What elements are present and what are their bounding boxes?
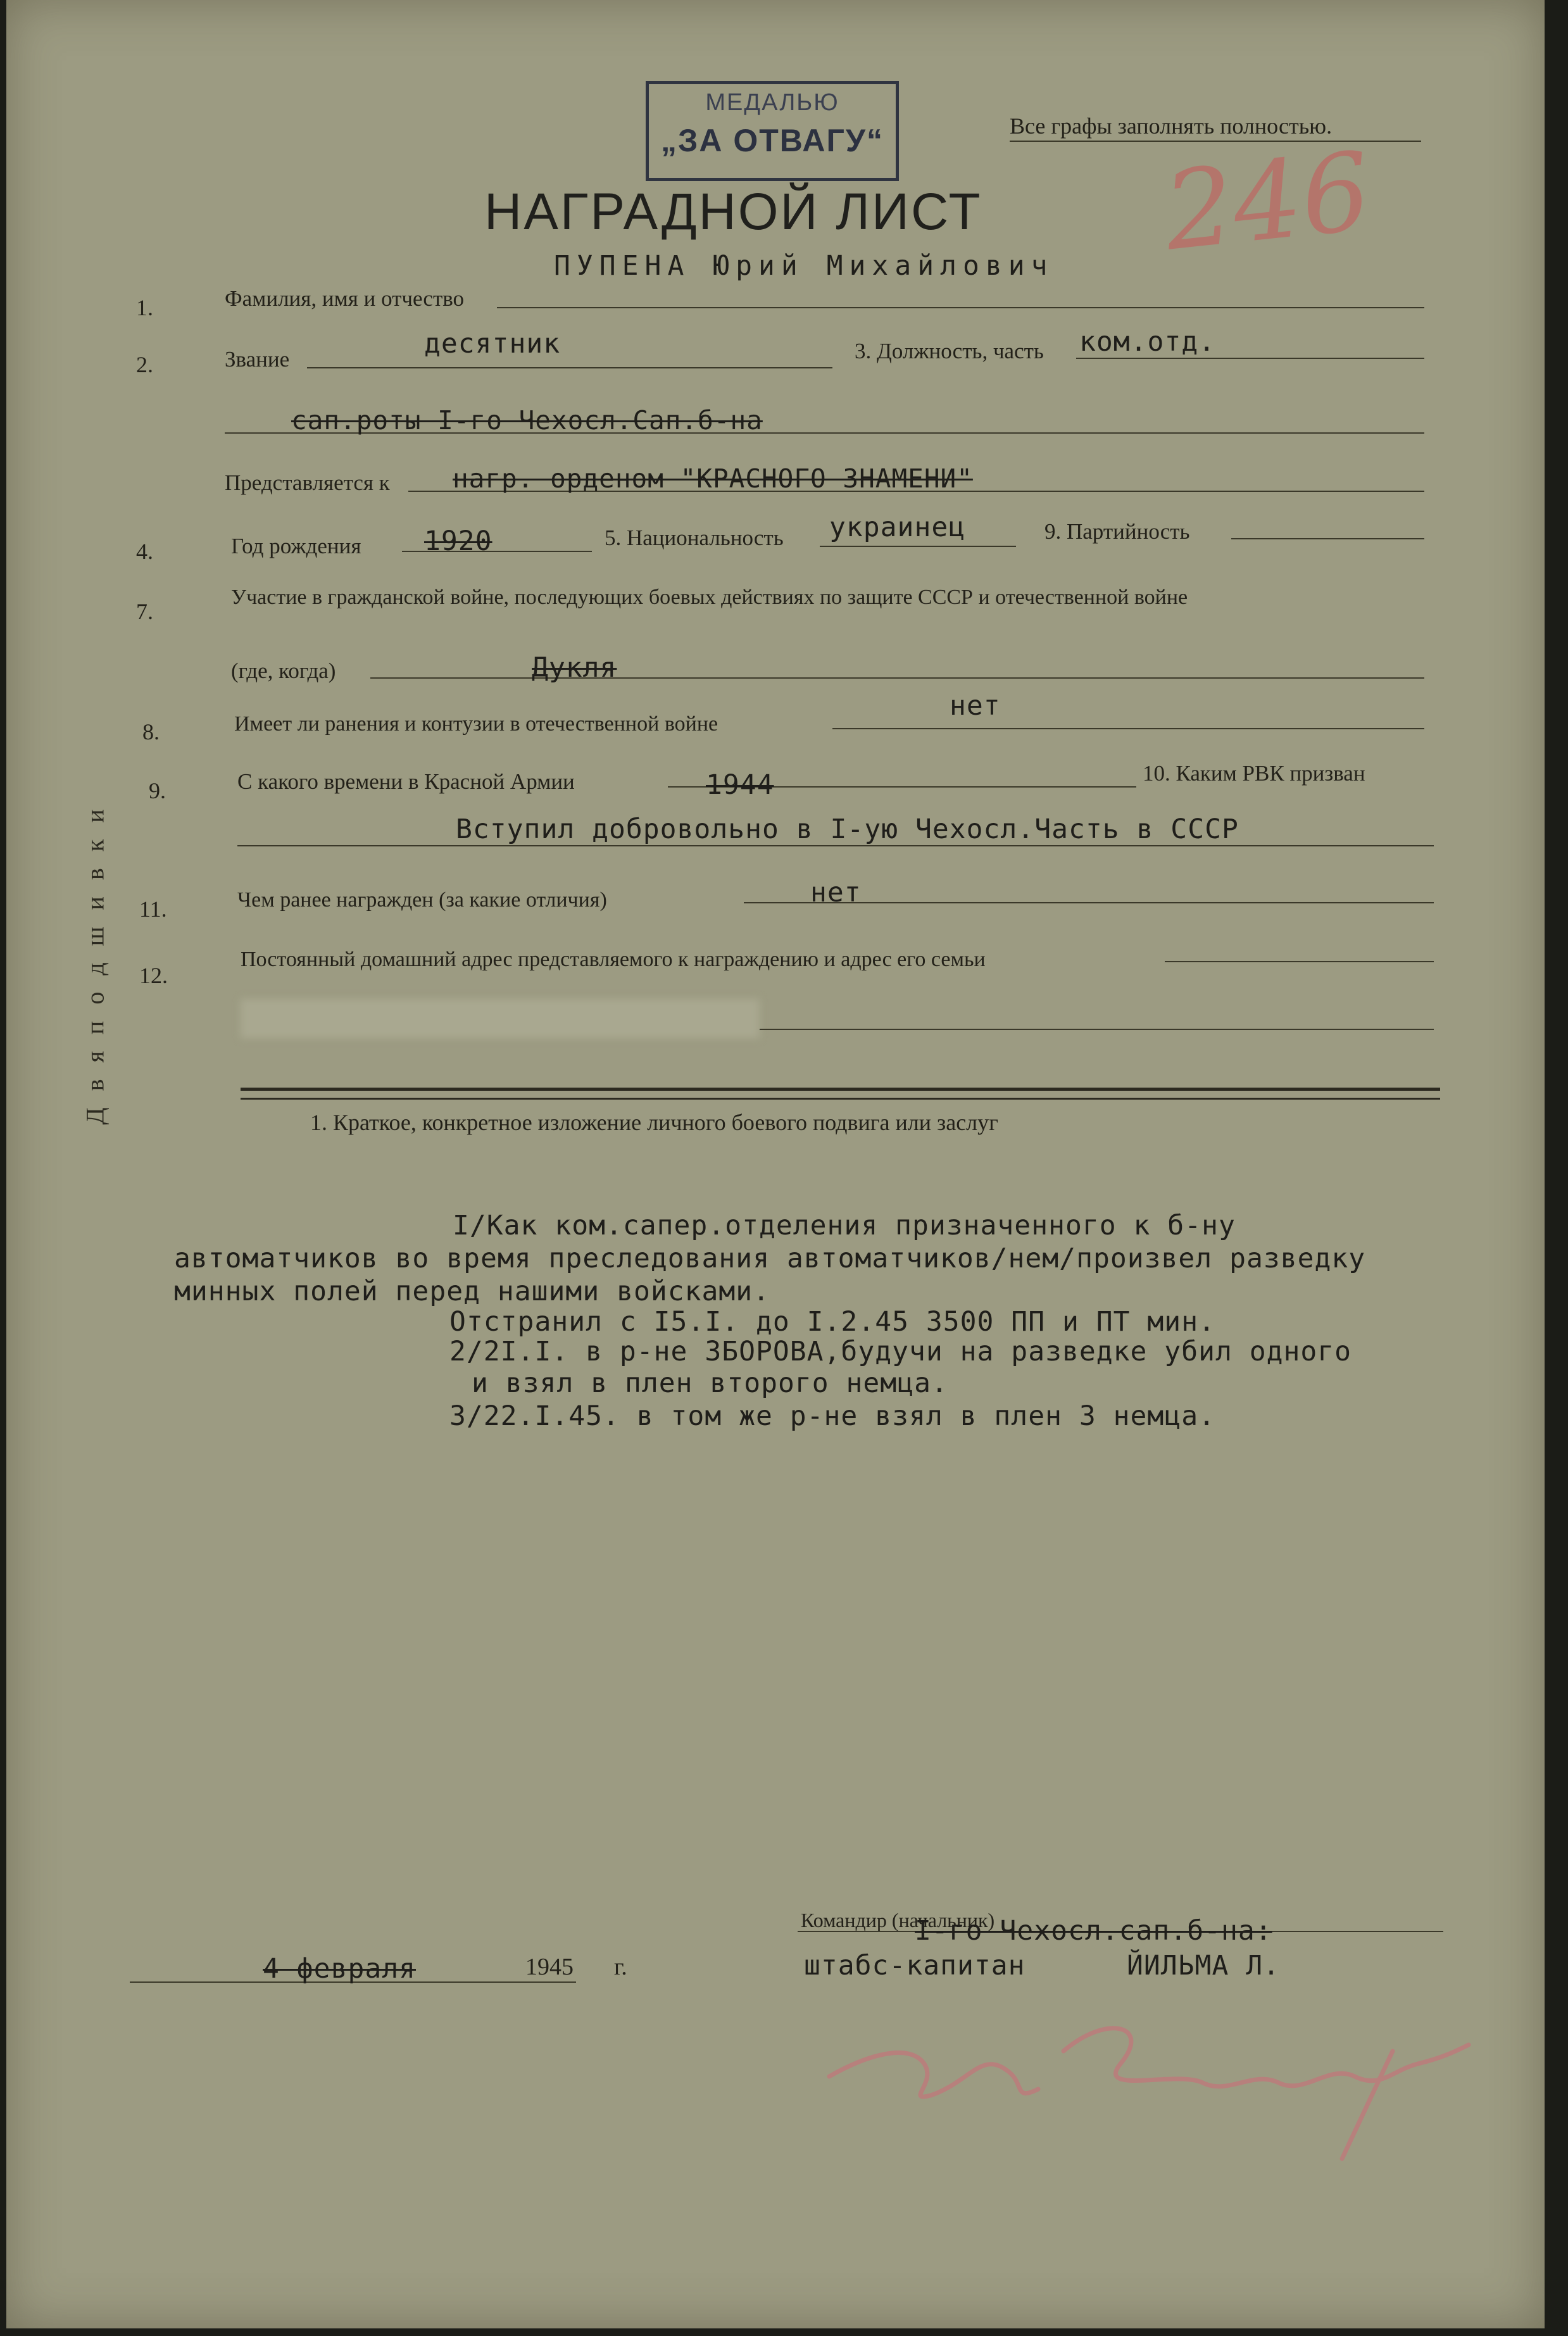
sign-year-suffix: г. — [614, 1954, 627, 1980]
field-8-value: нет — [950, 690, 1001, 722]
award-sheet — [6, 0, 1545, 2328]
body-line-4: и взял в плен второго немца. — [472, 1367, 948, 1399]
field-11-value: нет — [810, 877, 862, 908]
commander-unit: I-го Чехосл.сап.б-на: — [915, 1915, 1272, 1947]
field-9a-label: 9. Партийность — [1044, 519, 1190, 544]
field-11-number: 11. — [139, 896, 167, 922]
commander-label: Командир (начальник) — [801, 1909, 995, 1931]
stamp-line-2: „ЗА ОТВАГУ“ — [661, 123, 884, 158]
field-1-number: 1. — [136, 295, 153, 320]
body-paragraph-1: I/Как ком.сапер.отделения призначенного к б-ну автоматчиков во время преследования автоматчиков/нем/произвел разведку минных полей перед нашими войсками. — [174, 1210, 1366, 1307]
represented-label: Представляется к — [225, 470, 390, 495]
body-line-5: 3/22.I.45. в том же р-не взял в плен 3 немца. — [449, 1400, 1215, 1432]
field-3-value: ком.отд. — [1079, 326, 1216, 358]
sign-year: 1945 — [525, 1954, 574, 1980]
field-4-number: 4. — [136, 539, 153, 564]
redacted-address — [241, 999, 760, 1038]
sign-date: 4 февраля — [263, 1953, 416, 1985]
stamp-line-1: МЕДАЛЬЮ — [705, 89, 839, 116]
page-title: НАГРАДНОЙ ЛИСТ — [484, 183, 982, 241]
represented-value: нагр. орденом "КРАСНОГО ЗНАМЕНИ" — [453, 463, 973, 494]
field-1-value: ПУПЕНА Юрий Михайлович — [554, 250, 1054, 282]
body-line-3: 2/2I.I. в р-не ЗБОРОВА,будучи на разведке убил одного — [449, 1336, 1352, 1367]
field-11-label: Чем ранее награжден (за какие отличия) — [237, 888, 607, 912]
commander-rank: штабс-капитан — [804, 1950, 1025, 1981]
section-heading: 1. Краткое, конкретное изложение личного боевого подвига или заслуг — [310, 1110, 998, 1135]
fill-instruction: Все графы заполнять полностью. — [1010, 113, 1333, 139]
field-3-value-line-2: сап.роты I-го Чехосл.Сап.б-на — [291, 405, 763, 436]
field-3-label: 3. Должность, часть — [855, 339, 1044, 363]
side-label: Д в я п о д ш и в к и — [80, 804, 110, 1125]
field-5-label: 5. Национальность — [605, 525, 784, 550]
field-9-number: 9. — [149, 778, 166, 803]
field-7-label: Участие в гражданской войне, последующих боевых действиях по защите СССР и отечественной войне — [231, 586, 1188, 609]
field-12-label: Постоянный домашний адрес представляемого к награждению и адрес его семьи — [241, 948, 986, 971]
field-8-number: 8. — [142, 719, 160, 744]
field-10-label: 10. Каким РВК призван — [1143, 761, 1365, 786]
field-4-value: 1920 — [424, 525, 492, 557]
field-7-label-2: (где, когда) — [231, 658, 336, 683]
field-9-value: 1944 — [706, 769, 774, 801]
field-10-value: Вступил добровольно в I-ую Чехосл.Часть в СССР — [456, 813, 1239, 845]
field-1-label: Фамилия, имя и отчество — [225, 286, 465, 311]
signature — [823, 1975, 1475, 2178]
commander-name: ЙИЛЬМА Л. — [1127, 1950, 1280, 1981]
field-5-value: украинец — [829, 512, 966, 543]
field-2-label: Звание — [225, 347, 290, 372]
handwritten-number: 246 — [1158, 129, 1376, 275]
field-9-label: С какого времени в Красной Армии — [237, 769, 575, 794]
field-2-value: десятник — [424, 328, 561, 360]
body-line-2: Отстранил с I5.I. до I.2.45 3500 ПП и ПТ мин. — [449, 1306, 1215, 1338]
field-7-value: Дукля — [532, 652, 617, 684]
medal-stamp — [646, 81, 899, 181]
field-7-number: 7. — [136, 599, 153, 624]
field-2-number: 2. — [136, 352, 153, 377]
field-8-label: Имеет ли ранения и контузии в отечественной войне — [234, 712, 718, 736]
field-4-label: Год рождения — [231, 534, 361, 558]
field-12-number: 12. — [139, 963, 168, 988]
